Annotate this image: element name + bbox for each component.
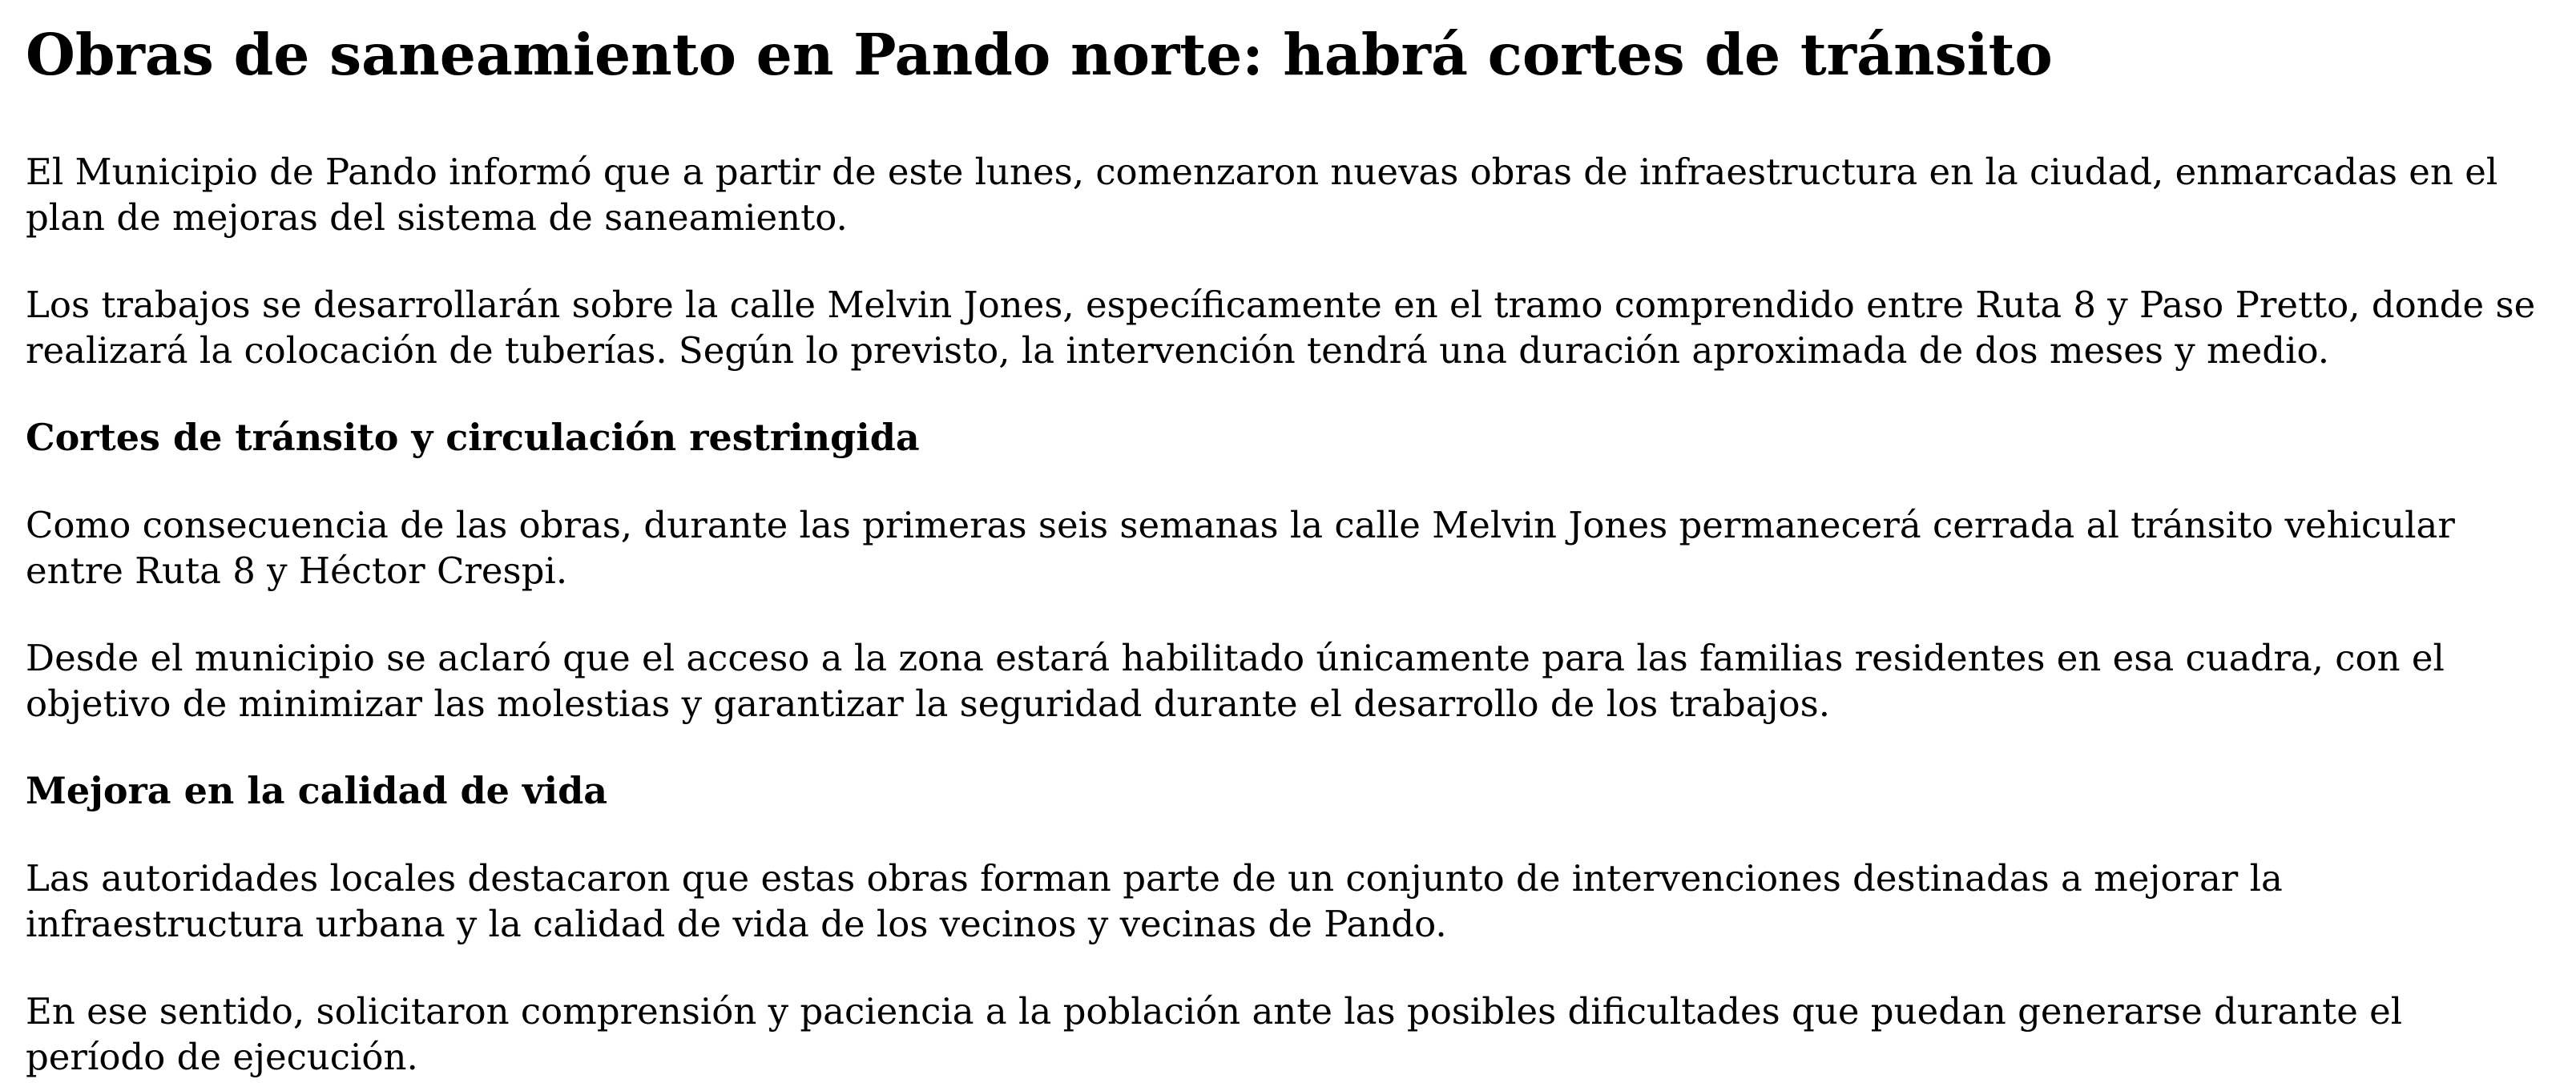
article-title: Obras de saneamiento en Pando norte: habrá cortes de tránsito	[26, 21, 2053, 88]
article-paragraph-works: Los trabajos se desarrollarán sobre la calle Melvin Jones, específicamente en el tramo comprendido entre Ruta 8 y Paso Pretto, donde se realizará la colocación de tuberías. Según lo previsto, la intervención tendrá una duración aproximada de dos meses y medio.	[26, 284, 2536, 372]
news-article	[26, 16, 2550, 1080]
section-heading-traffic: Cortes de tránsito y circulación restringida	[26, 416, 920, 459]
article-paragraph-access: Desde el municipio se aclaró que el acceso a la zona estará habilitado únicamente para las familias residentes en esa cuadra, con el objetivo de minimizar las molestias y garantizar la seguridad durante el desarrollo de los trabajos.	[26, 637, 2445, 725]
section-heading-quality-of-life: Mejora en la calidad de vida	[26, 769, 608, 812]
article-paragraph-closure: Como consecuencia de las obras, durante las primeras seis semanas la calle Melvin Jones permanecerá cerrada al tránsito vehicular entre Ruta 8 y Héctor Crespi.	[26, 504, 2455, 592]
article-paragraph-request: En ese sentido, solicitaron comprensión y paciencia a la población ante las posibles dificultades que puedan generarse durante el período de ejecución.	[26, 990, 2403, 1078]
article-paragraph-intro: El Municipio de Pando informó que a partir de este lunes, comenzaron nuevas obras de infraestructura en la ciudad, enmarcadas en el plan de mejoras del sistema de saneamiento.	[26, 151, 2498, 239]
article-paragraph-authorities: Las autoridades locales destacaron que estas obras forman parte de un conjunto de intervenciones destinadas a mejorar la infraestructura urbana y la calidad de vida de los vecinos y vecinas de Pando.	[26, 857, 2283, 945]
